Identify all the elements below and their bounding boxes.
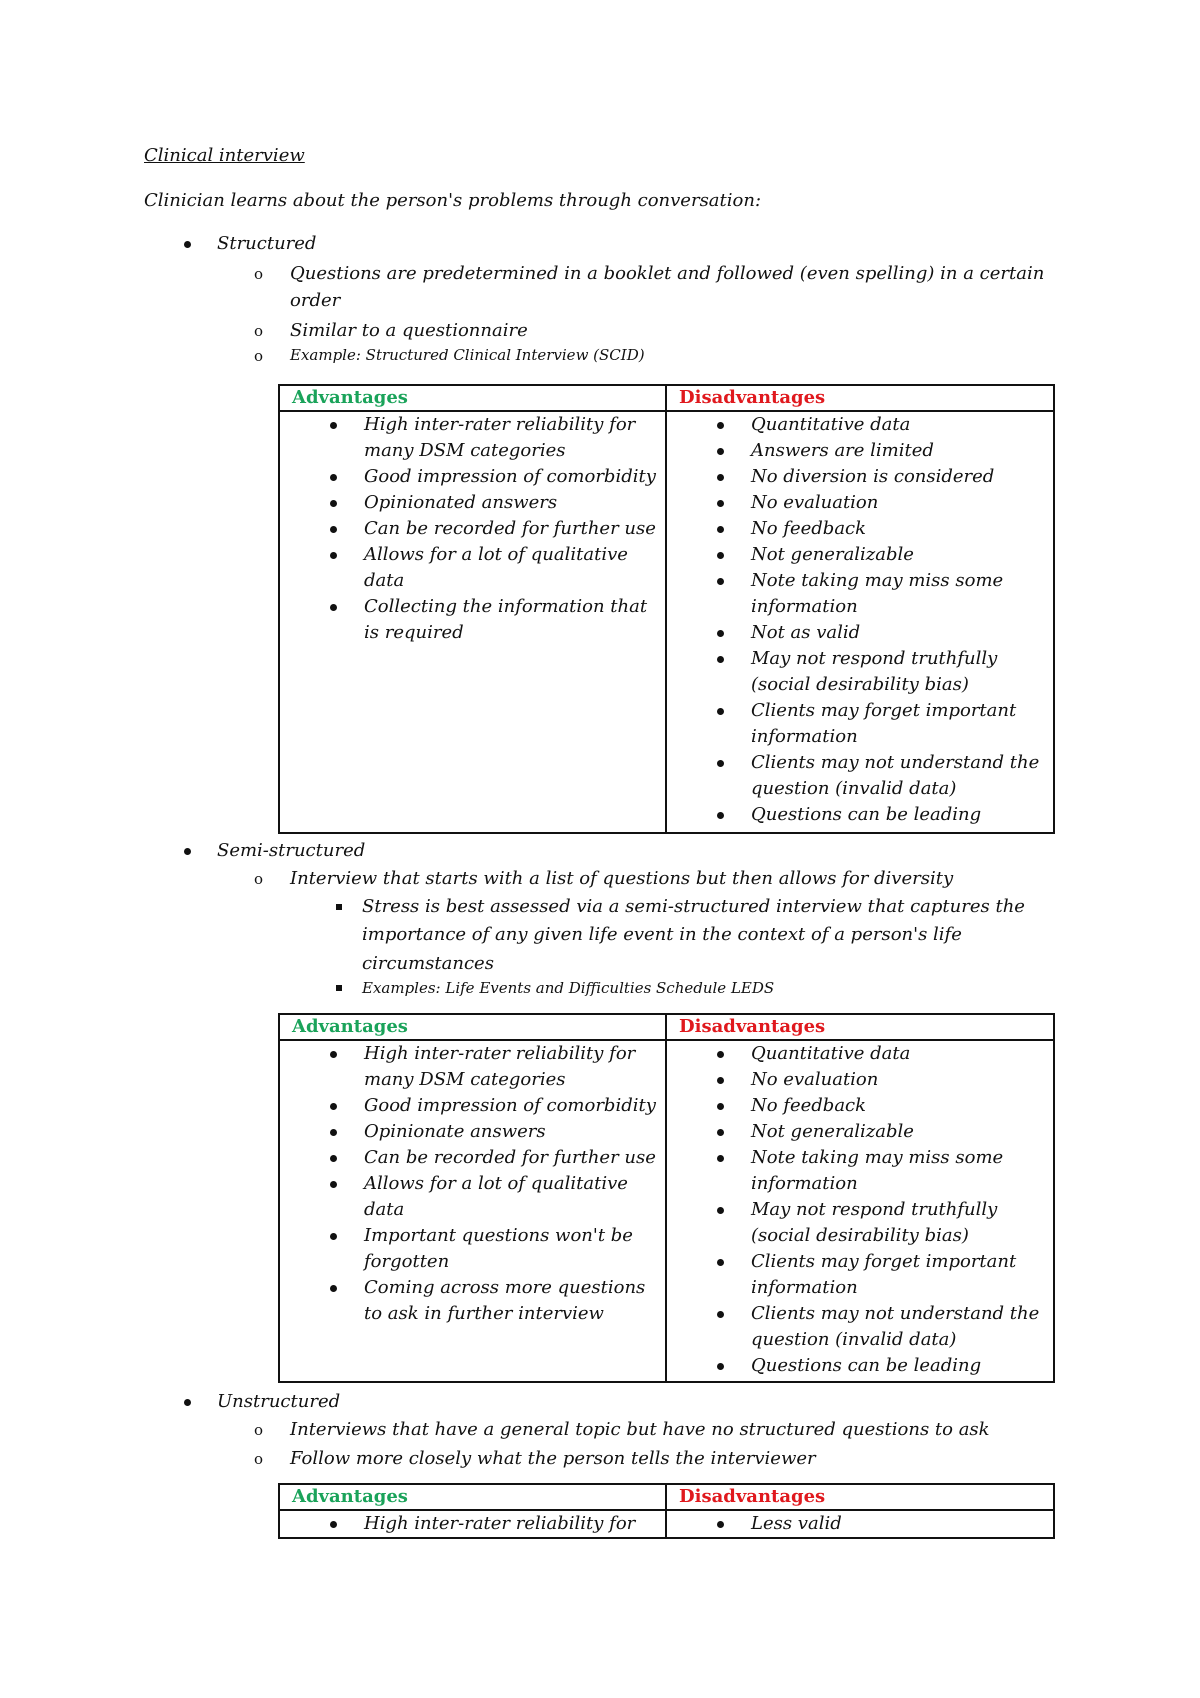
advantages-list: [280, 1511, 665, 1537]
disadvantages-list: [667, 1041, 1053, 1379]
list-item: Opinionate answers: [280, 1119, 665, 1145]
circle-bullet-icon: o: [254, 870, 264, 888]
list-item: Answers are limited: [667, 438, 1053, 464]
semi-structured-pros-cons-table: [278, 1013, 1055, 1383]
disadvantages-header: Disadvantages: [666, 1484, 1054, 1510]
disadvantages-header: Disadvantages: [666, 1014, 1054, 1040]
list-item: Coming across more questions to ask in further interview: [280, 1275, 665, 1327]
structured-point-2: Similar to a questionnaire: [290, 320, 528, 341]
section-heading-structured: Structured: [217, 233, 317, 254]
semi-structured-point-1: Interview that starts with a list of questions but then allows for diversity: [290, 868, 954, 889]
list-item: No evaluation: [667, 1067, 1053, 1093]
unstructured-pros-cons-table: [278, 1483, 1055, 1539]
list-item: High inter-rater reliability for many DSM categories: [280, 412, 665, 464]
list-item: Note taking may miss some information: [667, 1145, 1053, 1197]
document-title: Clinical interview: [144, 145, 305, 166]
unstructured-point-1: Interviews that have a general topic but have no structured questions to ask: [290, 1419, 990, 1440]
list-item: Collecting the information that is required: [280, 594, 665, 646]
list-item: Clients may forget important information: [667, 1249, 1053, 1301]
list-item: Questions can be leading: [667, 1353, 1053, 1379]
structured-pros-cons-table: [278, 384, 1055, 834]
structured-point-1-cont: order: [290, 290, 341, 311]
list-item: No diversion is considered: [667, 464, 1053, 490]
square-bullet-icon: [336, 985, 342, 991]
list-item: Quantitative data: [667, 1041, 1053, 1067]
section-heading-semi-structured: Semi-structured: [217, 840, 366, 861]
disadvantages-header: Disadvantages: [666, 385, 1054, 411]
list-item: Opinionated answers: [280, 490, 665, 516]
list-item: May not respond truthfully (social desirability bias): [667, 646, 1053, 698]
list-item: Not as valid: [667, 620, 1053, 646]
advantages-cell: [279, 411, 666, 833]
circle-bullet-icon: o: [254, 322, 264, 340]
structured-point-3: Example: Structured Clinical Interview (SCID): [290, 346, 645, 364]
list-item: High inter-rater reliability for: [280, 1511, 665, 1537]
list-item: Clients may forget important information: [667, 698, 1053, 750]
disadvantages-list: [667, 1511, 1053, 1537]
list-item: Not generalizable: [667, 542, 1053, 568]
list-item: Questions can be leading: [667, 802, 1053, 828]
list-item: Can be recorded for further use: [280, 516, 665, 542]
disadvantages-cell: [666, 1040, 1054, 1382]
advantages-list: [280, 412, 665, 646]
bullet-icon: [184, 848, 191, 855]
list-item: Not generalizable: [667, 1119, 1053, 1145]
list-item: Less valid: [667, 1511, 1053, 1537]
advantages-cell: [279, 1040, 666, 1382]
list-item: Can be recorded for further use: [280, 1145, 665, 1171]
semi-structured-subpoint-2: Examples: Life Events and Difficulties Schedule LEDS: [362, 979, 775, 997]
disadvantages-cell: [666, 1510, 1054, 1538]
list-item: Clients may not understand the question (invalid data): [667, 750, 1053, 802]
advantages-header: Advantages: [279, 1484, 666, 1510]
list-item: Good impression of comorbidity: [280, 1093, 665, 1119]
bullet-icon: [184, 1399, 191, 1406]
list-item: No feedback: [667, 1093, 1053, 1119]
circle-bullet-icon: o: [254, 1450, 264, 1468]
intro-text: Clinician learns about the person's problems through conversation:: [144, 190, 762, 211]
section-heading-unstructured: Unstructured: [217, 1391, 341, 1412]
structured-point-1: Questions are predetermined in a booklet and followed (even spelling) in a certain: [290, 263, 1045, 284]
square-bullet-icon: [336, 904, 342, 910]
semi-structured-subpoint-1-cont: importance of any given life event in the context of a person's life: [362, 924, 962, 945]
disadvantages-list: [667, 412, 1053, 828]
disadvantages-cell: [666, 411, 1054, 833]
bullet-icon: [184, 241, 191, 248]
circle-bullet-icon: o: [254, 1421, 264, 1439]
unstructured-point-2: Follow more closely what the person tells the interviewer: [290, 1448, 816, 1469]
advantages-cell: [279, 1510, 666, 1538]
list-item: No feedback: [667, 516, 1053, 542]
list-item: No evaluation: [667, 490, 1053, 516]
advantages-header: Advantages: [279, 1014, 666, 1040]
list-item: Allows for a lot of qualitative data: [280, 542, 665, 594]
list-item: Clients may not understand the question (invalid data): [667, 1301, 1053, 1353]
list-item: Note taking may miss some information: [667, 568, 1053, 620]
list-item: Allows for a lot of qualitative data: [280, 1171, 665, 1223]
list-item: May not respond truthfully (social desirability bias): [667, 1197, 1053, 1249]
semi-structured-subpoint-1: Stress is best assessed via a semi-structured interview that captures the: [362, 896, 1025, 917]
advantages-header: Advantages: [279, 385, 666, 411]
advantages-list: [280, 1041, 665, 1327]
list-item: Important questions won't be forgotten: [280, 1223, 665, 1275]
list-item: Good impression of comorbidity: [280, 464, 665, 490]
circle-bullet-icon: o: [254, 265, 264, 283]
list-item: Quantitative data: [667, 412, 1053, 438]
list-item: High inter-rater reliability for many DSM categories: [280, 1041, 665, 1093]
circle-bullet-icon: o: [254, 347, 264, 365]
semi-structured-subpoint-1-cont2: circumstances: [362, 953, 494, 974]
